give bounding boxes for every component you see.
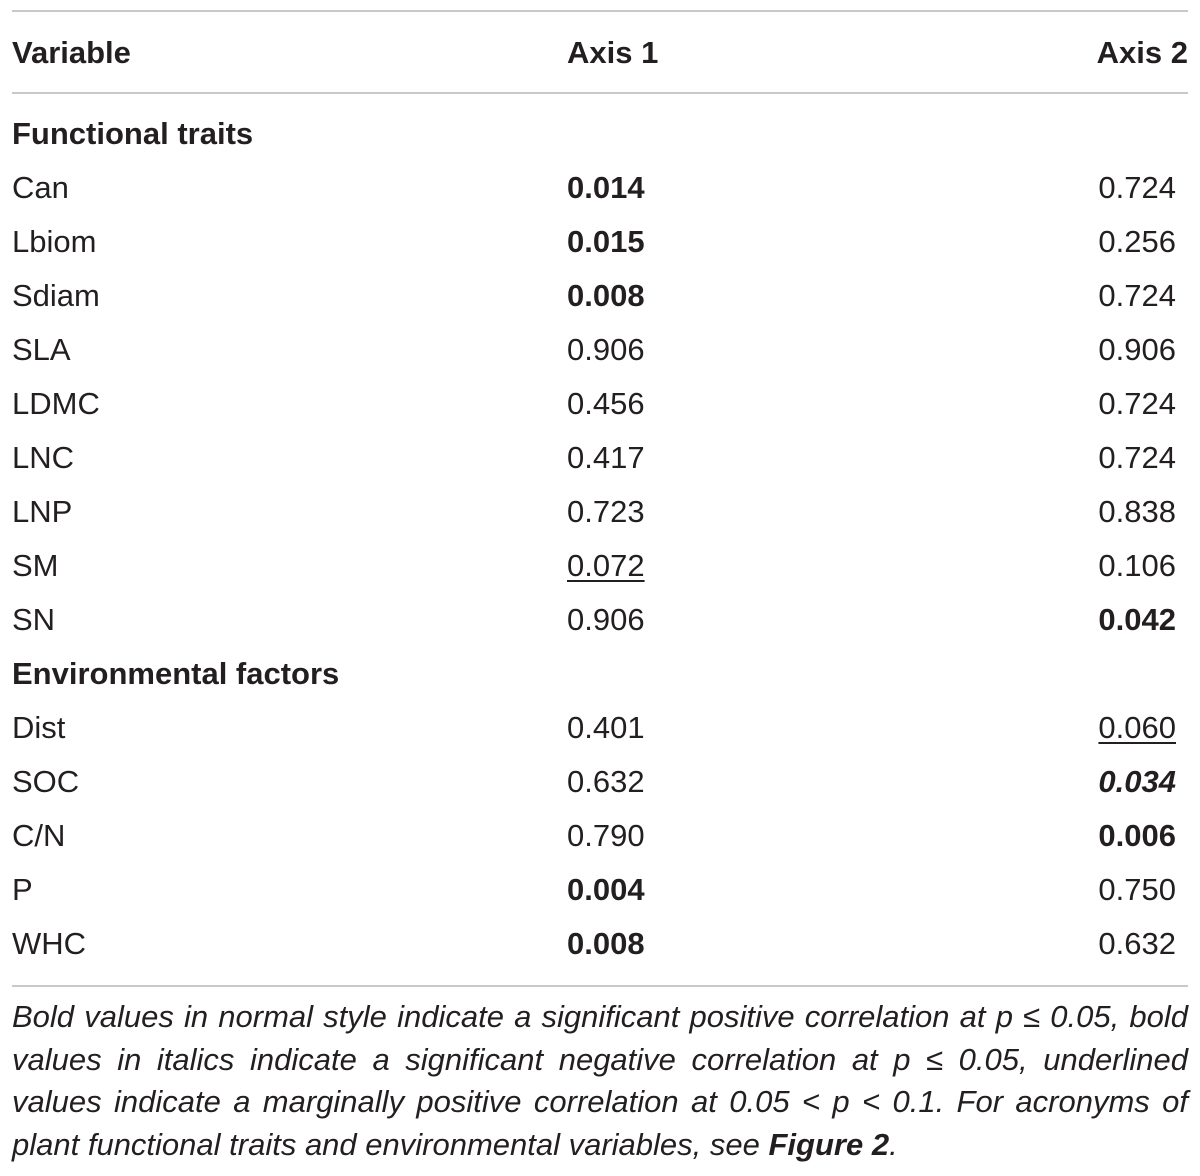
table-row xyxy=(12,431,1188,485)
axis-2-cell: 0.034 xyxy=(1098,764,1176,799)
axis-2-cell: 0.724 xyxy=(1098,386,1176,421)
section-title-text: Functional traits xyxy=(12,116,254,151)
axis-1-cell: 0.004 xyxy=(567,872,645,907)
axis-1-cell: 0.456 xyxy=(567,386,645,421)
variable-cell: P xyxy=(12,872,33,907)
axis-2-cell: 0.060 xyxy=(1098,710,1176,745)
axis-2-cell: 0.006 xyxy=(1098,818,1176,853)
axis-2-cell: 0.632 xyxy=(1098,926,1176,961)
variable-cell: SOC xyxy=(12,764,80,799)
axis-2-cell: 0.750 xyxy=(1098,872,1176,907)
table-row xyxy=(12,863,1188,917)
variable-cell: LNC xyxy=(12,440,75,475)
header-axis-1: Axis 1 xyxy=(567,35,659,70)
axis-1-cell: 0.723 xyxy=(567,494,645,529)
header-axis-2: Axis 2 xyxy=(1096,35,1188,70)
axis-1-cell: 0.906 xyxy=(567,602,645,637)
table-row xyxy=(12,269,1188,323)
variable-cell: Lbiom xyxy=(12,224,97,259)
section-title xyxy=(12,107,1188,161)
variable-cell: Can xyxy=(12,170,69,205)
axis-2-cell: 0.724 xyxy=(1098,440,1176,475)
variable-cell: Sdiam xyxy=(12,278,100,313)
table-bottom-rule xyxy=(12,985,1188,987)
variable-cell: WHC xyxy=(12,926,87,961)
axis-1-cell: 0.417 xyxy=(567,440,645,475)
axis-1-cell: 0.790 xyxy=(567,818,645,853)
axis-1-cell: 0.401 xyxy=(567,710,645,745)
axis-1-cell: 0.008 xyxy=(567,278,645,313)
table-row xyxy=(12,539,1188,593)
axis-2-cell: 0.724 xyxy=(1098,278,1176,313)
footnote-end: . xyxy=(889,1126,898,1162)
axis-2-cell: 0.256 xyxy=(1098,224,1176,259)
table-row xyxy=(12,755,1188,809)
section-title xyxy=(12,647,1188,701)
variable-cell: SN xyxy=(12,602,56,637)
variable-cell: C/N xyxy=(12,818,66,853)
table-row xyxy=(12,485,1188,539)
axis-2-cell: 0.106 xyxy=(1098,548,1176,583)
table-row xyxy=(12,377,1188,431)
table-row xyxy=(12,809,1188,863)
axis-1-cell: 0.008 xyxy=(567,926,645,961)
table-row xyxy=(12,215,1188,269)
footnote-text: Bold values in normal style indicate a significant positive correlation at p ≤ 0.05, bold values in italics indicate a significant negative correlation at p ≤ 0.05, underlined values indicate a marginally positive correlation at 0.05 < p < 0.1. For acronyms of plant functional traits and environmental variables, see xyxy=(12,999,1188,1162)
axis-2-cell: 0.042 xyxy=(1098,602,1176,637)
table-header-row xyxy=(12,26,1188,80)
table-footnote xyxy=(12,996,1188,1166)
table-row xyxy=(12,323,1188,377)
footnote-figure-link[interactable]: Figure 2 xyxy=(768,1126,890,1162)
header-variable: Variable xyxy=(12,35,131,70)
axis-1-cell: 0.015 xyxy=(567,224,645,259)
table-row xyxy=(12,917,1188,971)
axis-2-cell: 0.724 xyxy=(1098,170,1176,205)
axis-2-cell: 0.906 xyxy=(1098,332,1176,367)
axis-1-cell: 0.906 xyxy=(567,332,645,367)
axis-1-cell: 0.632 xyxy=(567,764,645,799)
variable-cell: LNP xyxy=(12,494,73,529)
variable-cell: SLA xyxy=(12,332,71,367)
table-row xyxy=(12,161,1188,215)
table-row xyxy=(12,593,1188,647)
variable-cell: Dist xyxy=(12,710,66,745)
axis-2-cell: 0.838 xyxy=(1098,494,1176,529)
axis-1-cell: 0.072 xyxy=(567,548,645,583)
variable-cell: LDMC xyxy=(12,386,100,421)
table-top-rule xyxy=(12,10,1188,12)
table-header-rule xyxy=(12,92,1188,94)
section-title-text: Environmental factors xyxy=(12,656,340,691)
variable-cell: SM xyxy=(12,548,59,583)
axis-1-cell: 0.014 xyxy=(567,170,645,205)
table-row xyxy=(12,701,1188,755)
